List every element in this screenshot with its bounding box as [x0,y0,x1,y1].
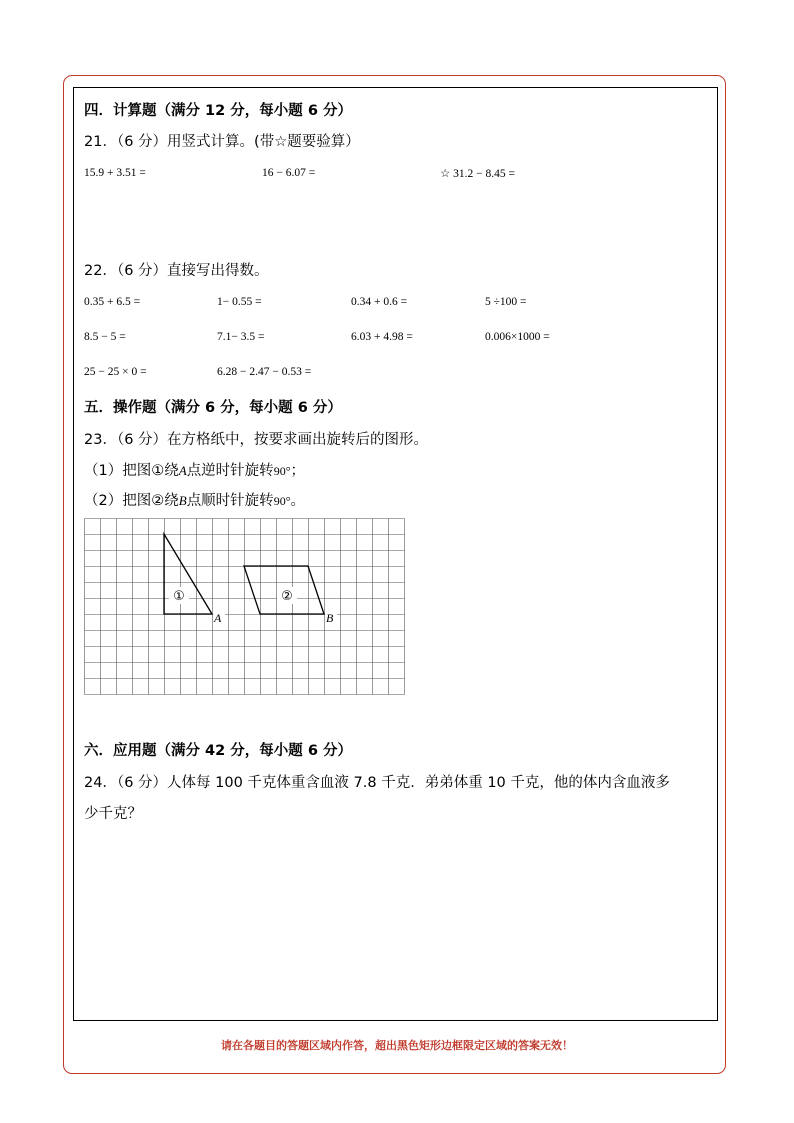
q23-part1-prefix: （1）把图①绕 [84,463,179,479]
q21-expr-3: ☆ 31.2 − 8.45 = [440,168,516,180]
q22-r1-c2: 1− 0.55 = [217,296,262,308]
q21-expr-1: 15.9 + 3.51 = [84,167,146,179]
q23-part1-end: ； [290,463,305,479]
q22-r1-c3: 0.34 + 0.6 = [351,296,408,308]
q22-r3-c1: 25 − 25 × 0 = [84,366,147,378]
q22-stem: 22．（6 分）直接写出得数。 [84,263,269,279]
q23-part2-angle: 90° [273,494,291,508]
section6-heading: 六．应用题（满分 42 分，每小题 6 分） [84,743,352,759]
shape1-label: ① [173,589,185,604]
section5-heading: 五．操作题（满分 6 分，每小题 6 分） [84,400,342,416]
q22-r1-c4: 5 ÷100 = [485,296,527,308]
q22-r3-c2: 6.28 − 2.47 − 0.53 = [217,366,312,378]
q24-line-2: 少千克？ [84,806,142,822]
q22-r2-c1: 8.5 − 5 = [84,331,126,343]
vertex-a-label: A [214,611,222,625]
q21-expr-2: 16 − 6.07 = [262,167,316,179]
q21-stem: 21．（6 分）用竖式计算。(带☆题要验算） [84,134,360,150]
square-grid-figure [84,518,406,698]
q23-part1-angle: 90° [273,464,291,478]
q23-part2-end: 。 [290,493,305,509]
vertex-b-label: B [326,611,334,625]
q24-line-1: 24．（6 分）人体每 100 千克体重含血液 7.8 千克．弟弟体重 10 千克，他的体内含血液多 [84,775,670,791]
q23-part2-point: B [178,493,187,508]
q23-part2-prefix: （2）把图②绕 [84,493,179,509]
q22-r1-c1: 0.35 + 6.5 = [84,296,141,308]
q23-part2-suffix: 点顺时针旋转 [186,493,274,509]
q23-part1-point: A [178,463,187,478]
q22-r2-c4: 0.006×1000 = [485,331,550,343]
q23-stem: 23．（6 分）在方格纸中，按要求画出旋转后的图形。 [84,432,429,448]
grid-lines [85,519,405,695]
q23-part1-suffix: 点逆时针旋转 [186,463,274,479]
section4-heading: 四．计算题（满分 12 分，每小题 6 分） [84,103,352,119]
q22-r2-c3: 6.03 + 4.98 = [351,331,413,343]
shape2-label: ② [281,589,293,604]
q23-part1 [84,459,305,480]
q23-part2 [84,489,305,510]
q22-r2-c2: 7.1− 3.5 = [217,331,265,343]
footer-warning: 请在各题目的答题区域内作答，超出黑色矩形边框限定区域的答案无效！ [221,1039,573,1052]
